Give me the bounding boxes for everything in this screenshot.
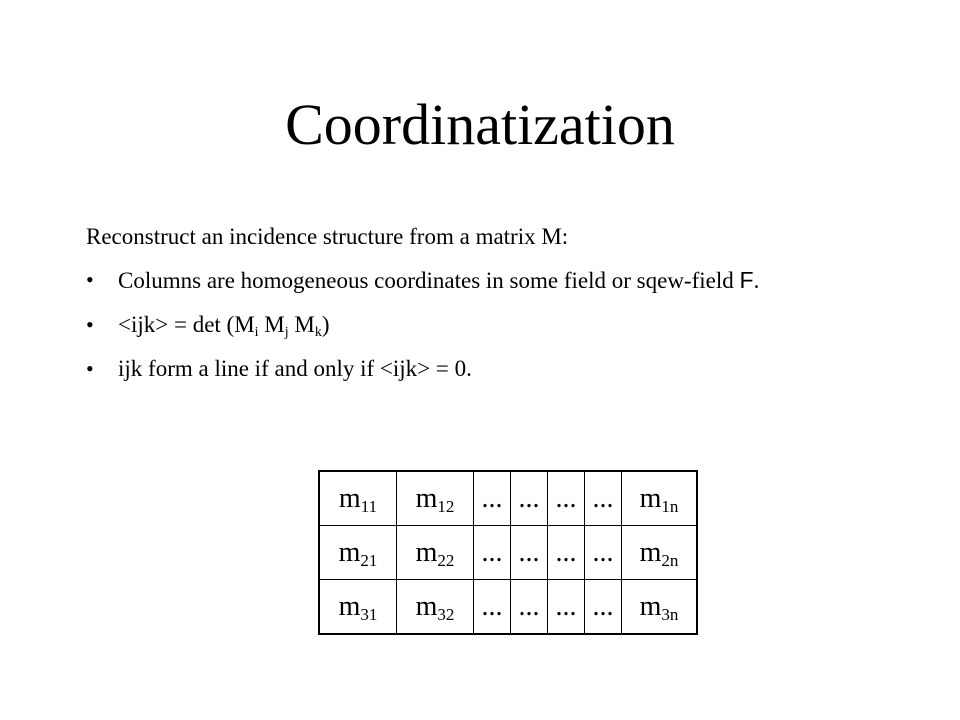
- field-symbol: F: [739, 267, 754, 293]
- matrix-table: [318, 470, 698, 635]
- bullet-list: [86, 265, 876, 398]
- matrix-cell: $m_{11}$: [319, 471, 397, 526]
- bullet-item-coordinates: [86, 265, 876, 296]
- matrix-ellipsis-cell: ...: [511, 526, 548, 580]
- bullet-item-line-condition: [86, 354, 876, 384]
- subscript-i: i: [254, 325, 259, 340]
- matrix-cell: $m_{32}$: [397, 580, 474, 635]
- matrix-ellipsis-cell: ...: [585, 580, 622, 635]
- matrix-ellipsis-cell: ...: [548, 580, 585, 635]
- determinant-lead: <ijk> = det (M: [118, 312, 255, 337]
- bullet-punctuation: .: [753, 268, 760, 293]
- bullet-icon: •: [86, 356, 94, 381]
- bullet-icon: •: [86, 312, 94, 337]
- slide-title: Coordinatization: [285, 92, 675, 157]
- matrix-cell: $m_{12}$: [397, 471, 474, 526]
- determinant-m2: M: [258, 312, 285, 337]
- matrix-cell: $m_{21}$: [319, 526, 397, 580]
- matrix-ellipsis-cell: ...: [511, 580, 548, 635]
- matrix-cell: $m_{2n}$: [622, 526, 698, 580]
- determinant-close: ): [321, 312, 330, 337]
- subscript-k: k: [314, 325, 322, 340]
- matrix-cell: $m_{3n}$: [622, 580, 698, 635]
- subscript-j: j: [284, 325, 289, 340]
- bullet-text: Columns are homogeneous coordinates in some field or sqew-field: [118, 268, 740, 293]
- matrix-ellipsis-cell: ...: [474, 526, 511, 580]
- bullet-item-determinant: [86, 310, 876, 340]
- intro-text: Reconstruct an incidence structure from a matrix M:: [86, 224, 569, 249]
- matrix-row: [319, 526, 697, 580]
- bullet-icon: •: [86, 267, 94, 292]
- matrix-ellipsis-cell: ...: [585, 526, 622, 580]
- matrix-row: [319, 580, 697, 635]
- matrix-ellipsis-cell: ...: [474, 471, 511, 526]
- matrix-ellipsis-cell: ...: [511, 471, 548, 526]
- matrix-row: [319, 471, 697, 526]
- matrix-ellipsis-cell: ...: [548, 471, 585, 526]
- matrix-ellipsis-cell: ...: [474, 580, 511, 635]
- matrix-ellipsis-cell: ...: [585, 471, 622, 526]
- matrix-cell: $m_{1n}$: [622, 471, 698, 526]
- matrix-ellipsis-cell: ...: [548, 526, 585, 580]
- determinant-m3: M: [288, 312, 315, 337]
- matrix-cell: $m_{22}$: [397, 526, 474, 580]
- bullet-text: ijk form a line if and only if <ijk> = 0.: [118, 356, 472, 381]
- matrix-cell: $m_{31}$: [319, 580, 397, 635]
